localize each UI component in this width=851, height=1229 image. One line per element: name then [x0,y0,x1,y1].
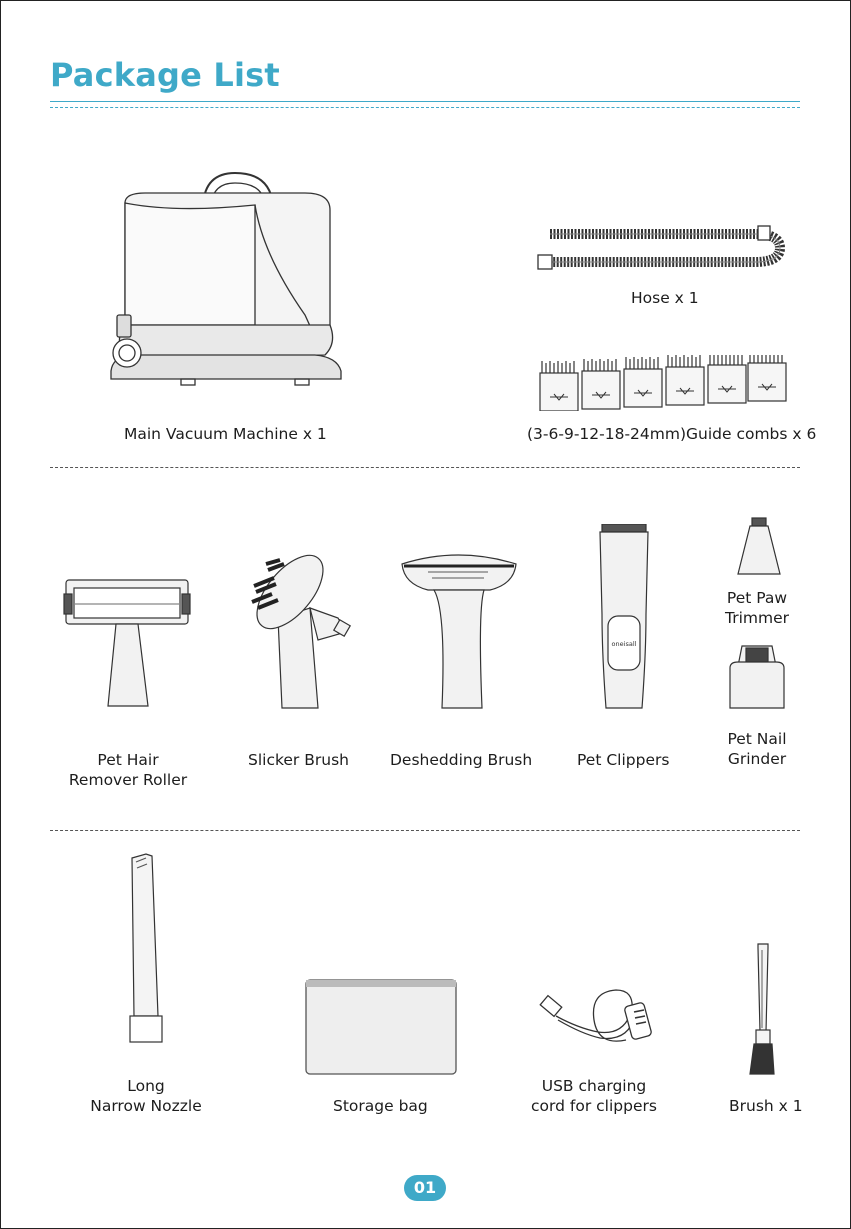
page-title: Package List [50,56,280,94]
pet-clippers-label: Pet Clippers [577,751,670,769]
pet-paw-trimmer-illustration [734,516,784,578]
hose-illustration [530,222,792,274]
main-vacuum-label: Main Vacuum Machine x 1 [124,425,327,443]
guide-combs-label: (3-6-9-12-18-24mm)Guide combs x 6 [527,425,817,443]
section-divider [50,467,800,468]
deshedding-brush-label: Deshedding Brush [390,751,533,769]
deshedding-brush-illustration [398,550,520,710]
storage-bag-illustration [304,978,458,1076]
slicker-brush-label: Slicker Brush [248,751,349,769]
title-underline [50,101,800,102]
long-narrow-nozzle-label: Long Narrow Nozzle [90,1077,202,1115]
page-number-badge: 01 [404,1175,446,1201]
brush-label: Brush x 1 [729,1097,803,1115]
pet-hair-remover-label: Pet Hair Remover Roller [68,751,188,789]
title-underline-dashed [50,107,800,108]
storage-bag-label: Storage bag [333,1097,428,1115]
guide-combs-illustration [536,355,788,411]
cleaning-brush-illustration [740,940,780,1076]
pet-nail-grinder-label: Pet Nail Grinder [727,730,787,768]
pet-hair-remover-roller-illustration [62,578,192,710]
usb-cord-label: USB charging cord for clippers [531,1077,657,1115]
clipper-brand-text: oneisall [611,640,637,648]
section-divider [50,830,800,831]
long-narrow-nozzle-illustration [124,852,170,1044]
hose-label: Hose x 1 [631,289,699,307]
pet-paw-trimmer-label: Pet Paw Trimmer [725,589,789,627]
main-vacuum-machine-illustration [105,165,345,395]
slicker-brush-illustration [238,548,370,710]
pet-clippers-illustration [594,524,654,712]
usb-charging-cord-illustration [538,976,658,1052]
pet-nail-grinder-illustration [728,642,786,712]
